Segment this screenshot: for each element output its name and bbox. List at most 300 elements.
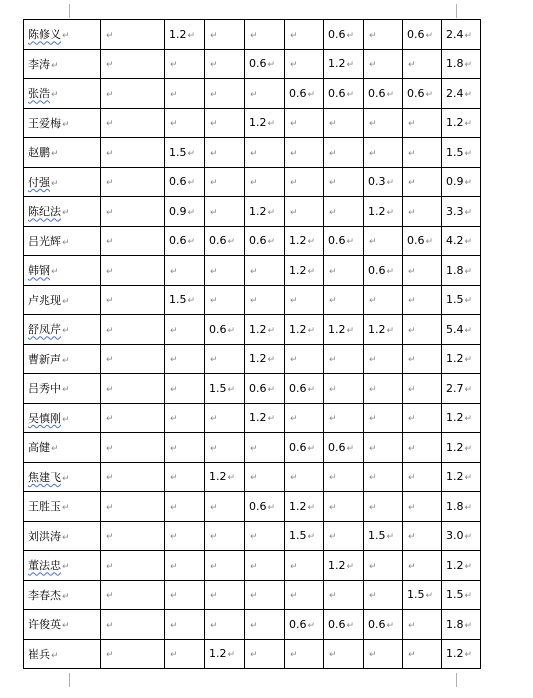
value-cell[interactable] xyxy=(285,256,324,286)
value-cell[interactable] xyxy=(324,433,364,463)
value-cell[interactable] xyxy=(205,79,245,109)
value-cell[interactable] xyxy=(442,197,481,227)
cell-value: 0.6 xyxy=(407,234,425,248)
value-cell[interactable] xyxy=(101,551,165,581)
value-cell[interactable] xyxy=(101,49,165,79)
cell-value: 0.9 xyxy=(169,204,187,218)
value-cell[interactable] xyxy=(245,315,285,345)
value-cell[interactable] xyxy=(245,256,285,286)
paragraph-mark-icon: ↵ xyxy=(408,119,416,130)
paragraph-mark-icon: ↵ xyxy=(106,325,114,336)
cell-value: 4.2 xyxy=(446,234,464,248)
value-cell[interactable] xyxy=(101,315,165,345)
value-cell[interactable] xyxy=(205,374,245,404)
cell-value: 1.8 xyxy=(446,263,464,277)
paragraph-mark-icon: ↵ xyxy=(227,237,236,248)
paragraph-mark-icon: ↵ xyxy=(425,237,434,248)
value-cell[interactable] xyxy=(324,492,364,522)
value-cell[interactable] xyxy=(245,462,285,492)
value-cell[interactable] xyxy=(364,79,403,109)
paragraph-mark-icon: ↵ xyxy=(106,178,114,189)
paragraph-mark-icon: ↵ xyxy=(187,296,196,307)
paragraph-mark-icon: ↵ xyxy=(210,30,218,41)
value-cell[interactable] xyxy=(285,315,324,345)
name-cell[interactable] xyxy=(24,639,101,669)
paragraph-mark-icon: ↵ xyxy=(210,148,218,159)
paragraph-mark-icon: ↵ xyxy=(62,208,70,219)
paragraph-mark-icon: ↵ xyxy=(187,178,196,189)
value-cell[interactable] xyxy=(364,433,403,463)
value-cell[interactable] xyxy=(285,492,324,522)
paragraph-mark-icon: ↵ xyxy=(227,473,236,484)
value-cell[interactable] xyxy=(285,433,324,463)
value-cell[interactable] xyxy=(285,197,324,227)
value-cell[interactable] xyxy=(442,403,481,433)
name-cell[interactable] xyxy=(24,285,101,315)
value-cell[interactable] xyxy=(403,580,442,610)
paragraph-mark-icon: ↵ xyxy=(464,384,473,395)
value-cell[interactable] xyxy=(324,285,364,315)
value-cell[interactable] xyxy=(324,639,364,669)
value-cell[interactable] xyxy=(403,49,442,79)
paragraph-mark-icon: ↵ xyxy=(106,30,114,41)
cell-value: 0.6 xyxy=(209,234,227,248)
value-cell[interactable] xyxy=(364,197,403,227)
value-cell[interactable] xyxy=(101,138,165,168)
paragraph-mark-icon: ↵ xyxy=(267,414,276,425)
value-cell[interactable] xyxy=(165,462,205,492)
value-cell[interactable] xyxy=(245,138,285,168)
value-cell[interactable] xyxy=(165,108,205,138)
paragraph-mark-icon: ↵ xyxy=(307,502,316,513)
value-cell[interactable] xyxy=(245,49,285,79)
value-cell[interactable] xyxy=(442,108,481,138)
value-cell[interactable] xyxy=(165,315,205,345)
value-cell[interactable] xyxy=(245,639,285,669)
value-cell[interactable] xyxy=(165,256,205,286)
value-cell[interactable] xyxy=(101,374,165,404)
paragraph-mark-icon: ↵ xyxy=(408,532,416,543)
value-cell[interactable] xyxy=(285,344,324,374)
name-cell[interactable] xyxy=(24,521,101,551)
value-cell[interactable] xyxy=(245,433,285,463)
person-name: 崔兵 xyxy=(28,647,50,661)
paragraph-mark-icon: ↵ xyxy=(329,591,337,602)
person-name: 李涛 xyxy=(28,57,50,71)
cell-value: 0.6 xyxy=(368,617,386,631)
name-cell[interactable] xyxy=(24,49,101,79)
value-cell[interactable] xyxy=(403,167,442,197)
person-name: 高健 xyxy=(28,441,50,455)
value-cell[interactable] xyxy=(364,551,403,581)
paragraph-mark-icon: ↵ xyxy=(51,149,59,160)
paragraph-mark-icon: ↵ xyxy=(210,207,218,218)
value-cell[interactable] xyxy=(285,610,324,640)
value-cell[interactable] xyxy=(442,433,481,463)
name-cell[interactable] xyxy=(24,610,101,640)
table-row xyxy=(24,551,481,581)
value-cell[interactable] xyxy=(364,226,403,256)
paragraph-mark-icon: ↵ xyxy=(425,30,434,41)
value-cell[interactable] xyxy=(245,374,285,404)
value-cell[interactable] xyxy=(364,285,403,315)
value-cell[interactable] xyxy=(205,521,245,551)
value-cell[interactable] xyxy=(442,610,481,640)
value-cell[interactable] xyxy=(245,492,285,522)
value-cell[interactable] xyxy=(285,226,324,256)
value-cell[interactable] xyxy=(101,580,165,610)
value-cell[interactable] xyxy=(442,344,481,374)
value-cell[interactable] xyxy=(403,315,442,345)
value-cell[interactable] xyxy=(442,551,481,581)
paragraph-mark-icon: ↵ xyxy=(408,620,416,631)
value-cell[interactable] xyxy=(245,580,285,610)
value-cell[interactable] xyxy=(205,108,245,138)
value-cell[interactable] xyxy=(403,256,442,286)
value-cell[interactable] xyxy=(364,492,403,522)
value-cell[interactable] xyxy=(285,167,324,197)
value-cell[interactable] xyxy=(403,433,442,463)
value-cell[interactable] xyxy=(324,344,364,374)
table-row xyxy=(24,639,481,669)
value-cell[interactable] xyxy=(324,580,364,610)
value-cell[interactable] xyxy=(364,344,403,374)
value-cell[interactable] xyxy=(285,79,324,109)
paragraph-mark-icon: ↵ xyxy=(386,89,395,100)
value-cell[interactable] xyxy=(101,79,165,109)
name-cell[interactable] xyxy=(24,344,101,374)
value-cell[interactable] xyxy=(364,256,403,286)
value-cell[interactable] xyxy=(101,197,165,227)
paragraph-mark-icon: ↵ xyxy=(170,325,178,336)
value-cell[interactable] xyxy=(101,108,165,138)
paragraph-mark-icon: ↵ xyxy=(51,267,59,278)
name-cell[interactable] xyxy=(24,138,101,168)
value-cell[interactable] xyxy=(245,285,285,315)
cell-value: 0.6 xyxy=(289,381,307,395)
paragraph-mark-icon: ↵ xyxy=(170,473,178,484)
value-cell[interactable] xyxy=(403,374,442,404)
person-name: 陈纪法 xyxy=(28,205,61,219)
value-cell[interactable] xyxy=(442,49,481,79)
value-cell[interactable] xyxy=(165,492,205,522)
value-cell[interactable] xyxy=(165,580,205,610)
value-cell[interactable] xyxy=(442,256,481,286)
value-cell[interactable] xyxy=(403,197,442,227)
value-cell[interactable] xyxy=(101,433,165,463)
paragraph-mark-icon: ↵ xyxy=(106,414,114,425)
name-cell[interactable] xyxy=(24,315,101,345)
value-cell[interactable] xyxy=(245,197,285,227)
value-cell[interactable] xyxy=(101,462,165,492)
name-cell[interactable] xyxy=(24,167,101,197)
value-cell[interactable] xyxy=(165,138,205,168)
name-cell[interactable] xyxy=(24,492,101,522)
value-cell[interactable] xyxy=(324,20,364,50)
value-cell[interactable] xyxy=(205,462,245,492)
value-cell[interactable] xyxy=(442,521,481,551)
value-cell[interactable] xyxy=(245,521,285,551)
value-cell[interactable] xyxy=(324,49,364,79)
value-cell[interactable] xyxy=(245,344,285,374)
value-cell[interactable] xyxy=(285,49,324,79)
cell-value: 1.2 xyxy=(209,647,227,661)
person-name: 李春杰 xyxy=(28,588,61,602)
value-cell[interactable] xyxy=(101,285,165,315)
value-cell[interactable] xyxy=(324,315,364,345)
value-cell[interactable] xyxy=(324,521,364,551)
value-cell[interactable] xyxy=(165,521,205,551)
paragraph-mark-icon: ↵ xyxy=(408,473,416,484)
value-cell[interactable] xyxy=(285,374,324,404)
value-cell[interactable] xyxy=(101,521,165,551)
value-cell[interactable] xyxy=(205,138,245,168)
value-cell[interactable] xyxy=(403,610,442,640)
value-cell[interactable] xyxy=(245,403,285,433)
value-cell[interactable] xyxy=(205,197,245,227)
value-cell[interactable] xyxy=(403,108,442,138)
value-cell[interactable] xyxy=(165,167,205,197)
value-cell[interactable] xyxy=(364,610,403,640)
value-cell[interactable] xyxy=(442,167,481,197)
value-cell[interactable] xyxy=(165,285,205,315)
value-cell[interactable] xyxy=(101,256,165,286)
value-cell[interactable] xyxy=(324,226,364,256)
value-cell[interactable] xyxy=(285,580,324,610)
cell-value: 5.4 xyxy=(446,322,464,336)
paragraph-mark-icon: ↵ xyxy=(386,620,395,631)
value-cell[interactable] xyxy=(403,492,442,522)
value-cell[interactable] xyxy=(403,226,442,256)
name-cell[interactable] xyxy=(24,197,101,227)
value-cell[interactable] xyxy=(205,167,245,197)
value-cell[interactable] xyxy=(165,403,205,433)
value-cell[interactable] xyxy=(165,610,205,640)
value-cell[interactable] xyxy=(364,462,403,492)
value-cell[interactable] xyxy=(442,374,481,404)
paragraph-mark-icon: ↵ xyxy=(464,473,473,484)
paragraph-mark-icon: ↵ xyxy=(425,591,434,602)
value-cell[interactable] xyxy=(403,403,442,433)
cell-value: 1.5 xyxy=(446,145,464,159)
value-cell[interactable] xyxy=(165,344,205,374)
value-cell[interactable] xyxy=(364,639,403,669)
value-cell[interactable] xyxy=(165,433,205,463)
paragraph-mark-icon: ↵ xyxy=(464,561,473,572)
name-cell[interactable] xyxy=(24,20,101,50)
value-cell[interactable] xyxy=(324,167,364,197)
value-cell[interactable] xyxy=(205,256,245,286)
cell-value: 3.0 xyxy=(446,529,464,543)
value-cell[interactable] xyxy=(442,639,481,669)
value-cell[interactable] xyxy=(205,492,245,522)
name-cell[interactable] xyxy=(24,256,101,286)
value-cell[interactable] xyxy=(324,108,364,138)
value-cell[interactable] xyxy=(245,610,285,640)
name-cell[interactable] xyxy=(24,79,101,109)
value-cell[interactable] xyxy=(403,344,442,374)
name-cell[interactable] xyxy=(24,226,101,256)
value-cell[interactable] xyxy=(285,285,324,315)
value-cell[interactable] xyxy=(245,79,285,109)
cell-value: 0.6 xyxy=(328,617,346,631)
value-cell[interactable] xyxy=(285,138,324,168)
value-cell[interactable] xyxy=(205,315,245,345)
value-cell[interactable] xyxy=(364,521,403,551)
value-cell[interactable] xyxy=(285,462,324,492)
value-cell[interactable] xyxy=(324,79,364,109)
value-cell[interactable] xyxy=(285,20,324,50)
value-cell[interactable] xyxy=(165,197,205,227)
paragraph-mark-icon: ↵ xyxy=(106,650,114,661)
cell-value: 1.2 xyxy=(446,647,464,661)
value-cell[interactable] xyxy=(442,315,481,345)
value-cell[interactable] xyxy=(205,403,245,433)
value-cell[interactable] xyxy=(403,79,442,109)
value-cell[interactable] xyxy=(101,492,165,522)
value-cell[interactable] xyxy=(205,580,245,610)
value-cell[interactable] xyxy=(442,580,481,610)
value-cell[interactable] xyxy=(364,374,403,404)
paragraph-mark-icon: ↵ xyxy=(210,266,218,277)
value-cell[interactable] xyxy=(403,462,442,492)
value-cell[interactable] xyxy=(165,226,205,256)
value-cell[interactable] xyxy=(205,433,245,463)
value-cell[interactable] xyxy=(101,344,165,374)
value-cell[interactable] xyxy=(285,639,324,669)
paragraph-mark-icon: ↵ xyxy=(464,502,473,513)
value-cell[interactable] xyxy=(165,79,205,109)
value-cell[interactable] xyxy=(205,639,245,669)
name-cell[interactable] xyxy=(24,433,101,463)
value-cell[interactable] xyxy=(285,403,324,433)
value-cell[interactable] xyxy=(165,49,205,79)
value-cell[interactable] xyxy=(205,226,245,256)
value-cell[interactable] xyxy=(324,462,364,492)
value-cell[interactable] xyxy=(101,610,165,640)
value-cell[interactable] xyxy=(403,521,442,551)
value-cell[interactable] xyxy=(324,256,364,286)
paragraph-mark-icon: ↵ xyxy=(346,620,355,631)
value-cell[interactable] xyxy=(165,374,205,404)
name-cell[interactable] xyxy=(24,374,101,404)
crop-mark-bottom-left xyxy=(69,673,70,687)
value-cell[interactable] xyxy=(364,315,403,345)
paragraph-mark-icon: ↵ xyxy=(369,561,377,572)
value-cell[interactable] xyxy=(324,374,364,404)
value-cell[interactable] xyxy=(364,167,403,197)
value-cell[interactable] xyxy=(324,138,364,168)
name-cell[interactable] xyxy=(24,462,101,492)
value-cell[interactable] xyxy=(285,551,324,581)
value-cell[interactable] xyxy=(285,521,324,551)
value-cell[interactable] xyxy=(101,226,165,256)
paragraph-mark-icon: ↵ xyxy=(106,296,114,307)
cell-value: 1.2 xyxy=(368,204,386,218)
value-cell[interactable] xyxy=(165,20,205,50)
name-cell[interactable] xyxy=(24,108,101,138)
value-cell[interactable] xyxy=(324,403,364,433)
paragraph-mark-icon: ↵ xyxy=(250,89,258,100)
paragraph-mark-icon: ↵ xyxy=(106,266,114,277)
paragraph-mark-icon: ↵ xyxy=(51,90,59,101)
value-cell[interactable] xyxy=(101,20,165,50)
name-cell[interactable] xyxy=(24,580,101,610)
value-cell[interactable] xyxy=(101,639,165,669)
value-cell[interactable] xyxy=(364,403,403,433)
paragraph-mark-icon: ↵ xyxy=(250,296,258,307)
value-cell[interactable] xyxy=(245,20,285,50)
value-cell[interactable] xyxy=(442,138,481,168)
cell-value: 1.2 xyxy=(446,352,464,366)
cell-value: 1.2 xyxy=(328,322,346,336)
value-cell[interactable] xyxy=(364,49,403,79)
paragraph-mark-icon: ↵ xyxy=(62,326,70,337)
value-cell[interactable] xyxy=(101,403,165,433)
value-cell[interactable] xyxy=(245,167,285,197)
value-cell[interactable] xyxy=(285,108,324,138)
cell-value: 0.6 xyxy=(249,499,267,513)
paragraph-mark-icon: ↵ xyxy=(210,414,218,425)
table-row xyxy=(24,580,481,610)
cell-value: 0.3 xyxy=(368,175,386,189)
paragraph-mark-icon: ↵ xyxy=(425,89,434,100)
paragraph-mark-icon: ↵ xyxy=(51,650,59,661)
paragraph-mark-icon: ↵ xyxy=(227,384,236,395)
value-cell[interactable] xyxy=(205,551,245,581)
paragraph-mark-icon: ↵ xyxy=(106,119,114,130)
value-cell[interactable] xyxy=(205,610,245,640)
value-cell[interactable] xyxy=(403,138,442,168)
value-cell[interactable] xyxy=(442,462,481,492)
value-cell[interactable] xyxy=(245,108,285,138)
value-cell[interactable] xyxy=(205,49,245,79)
value-cell[interactable] xyxy=(101,167,165,197)
value-cell[interactable] xyxy=(364,138,403,168)
value-cell[interactable] xyxy=(205,285,245,315)
value-cell[interactable] xyxy=(324,610,364,640)
paragraph-mark-icon: ↵ xyxy=(464,237,473,248)
value-cell[interactable] xyxy=(364,580,403,610)
value-cell[interactable] xyxy=(165,639,205,669)
value-cell[interactable] xyxy=(442,492,481,522)
value-cell[interactable] xyxy=(245,226,285,256)
value-cell[interactable] xyxy=(403,20,442,50)
value-cell[interactable] xyxy=(403,639,442,669)
paragraph-mark-icon: ↵ xyxy=(267,119,276,130)
name-cell[interactable] xyxy=(24,551,101,581)
name-cell[interactable] xyxy=(24,403,101,433)
value-cell[interactable] xyxy=(364,20,403,50)
value-cell[interactable] xyxy=(442,226,481,256)
value-cell[interactable] xyxy=(205,20,245,50)
value-cell[interactable] xyxy=(442,20,481,50)
value-cell[interactable] xyxy=(442,285,481,315)
value-cell[interactable] xyxy=(442,79,481,109)
value-cell[interactable] xyxy=(324,551,364,581)
value-cell[interactable] xyxy=(403,285,442,315)
value-cell[interactable] xyxy=(364,108,403,138)
paragraph-mark-icon: ↵ xyxy=(464,591,473,602)
value-cell[interactable] xyxy=(245,551,285,581)
value-cell[interactable] xyxy=(165,551,205,581)
paragraph-mark-icon: ↵ xyxy=(408,384,416,395)
value-cell[interactable] xyxy=(205,344,245,374)
value-cell[interactable] xyxy=(324,197,364,227)
value-cell[interactable] xyxy=(403,551,442,581)
paragraph-mark-icon: ↵ xyxy=(369,650,377,661)
cell-value: 1.2 xyxy=(328,57,346,71)
